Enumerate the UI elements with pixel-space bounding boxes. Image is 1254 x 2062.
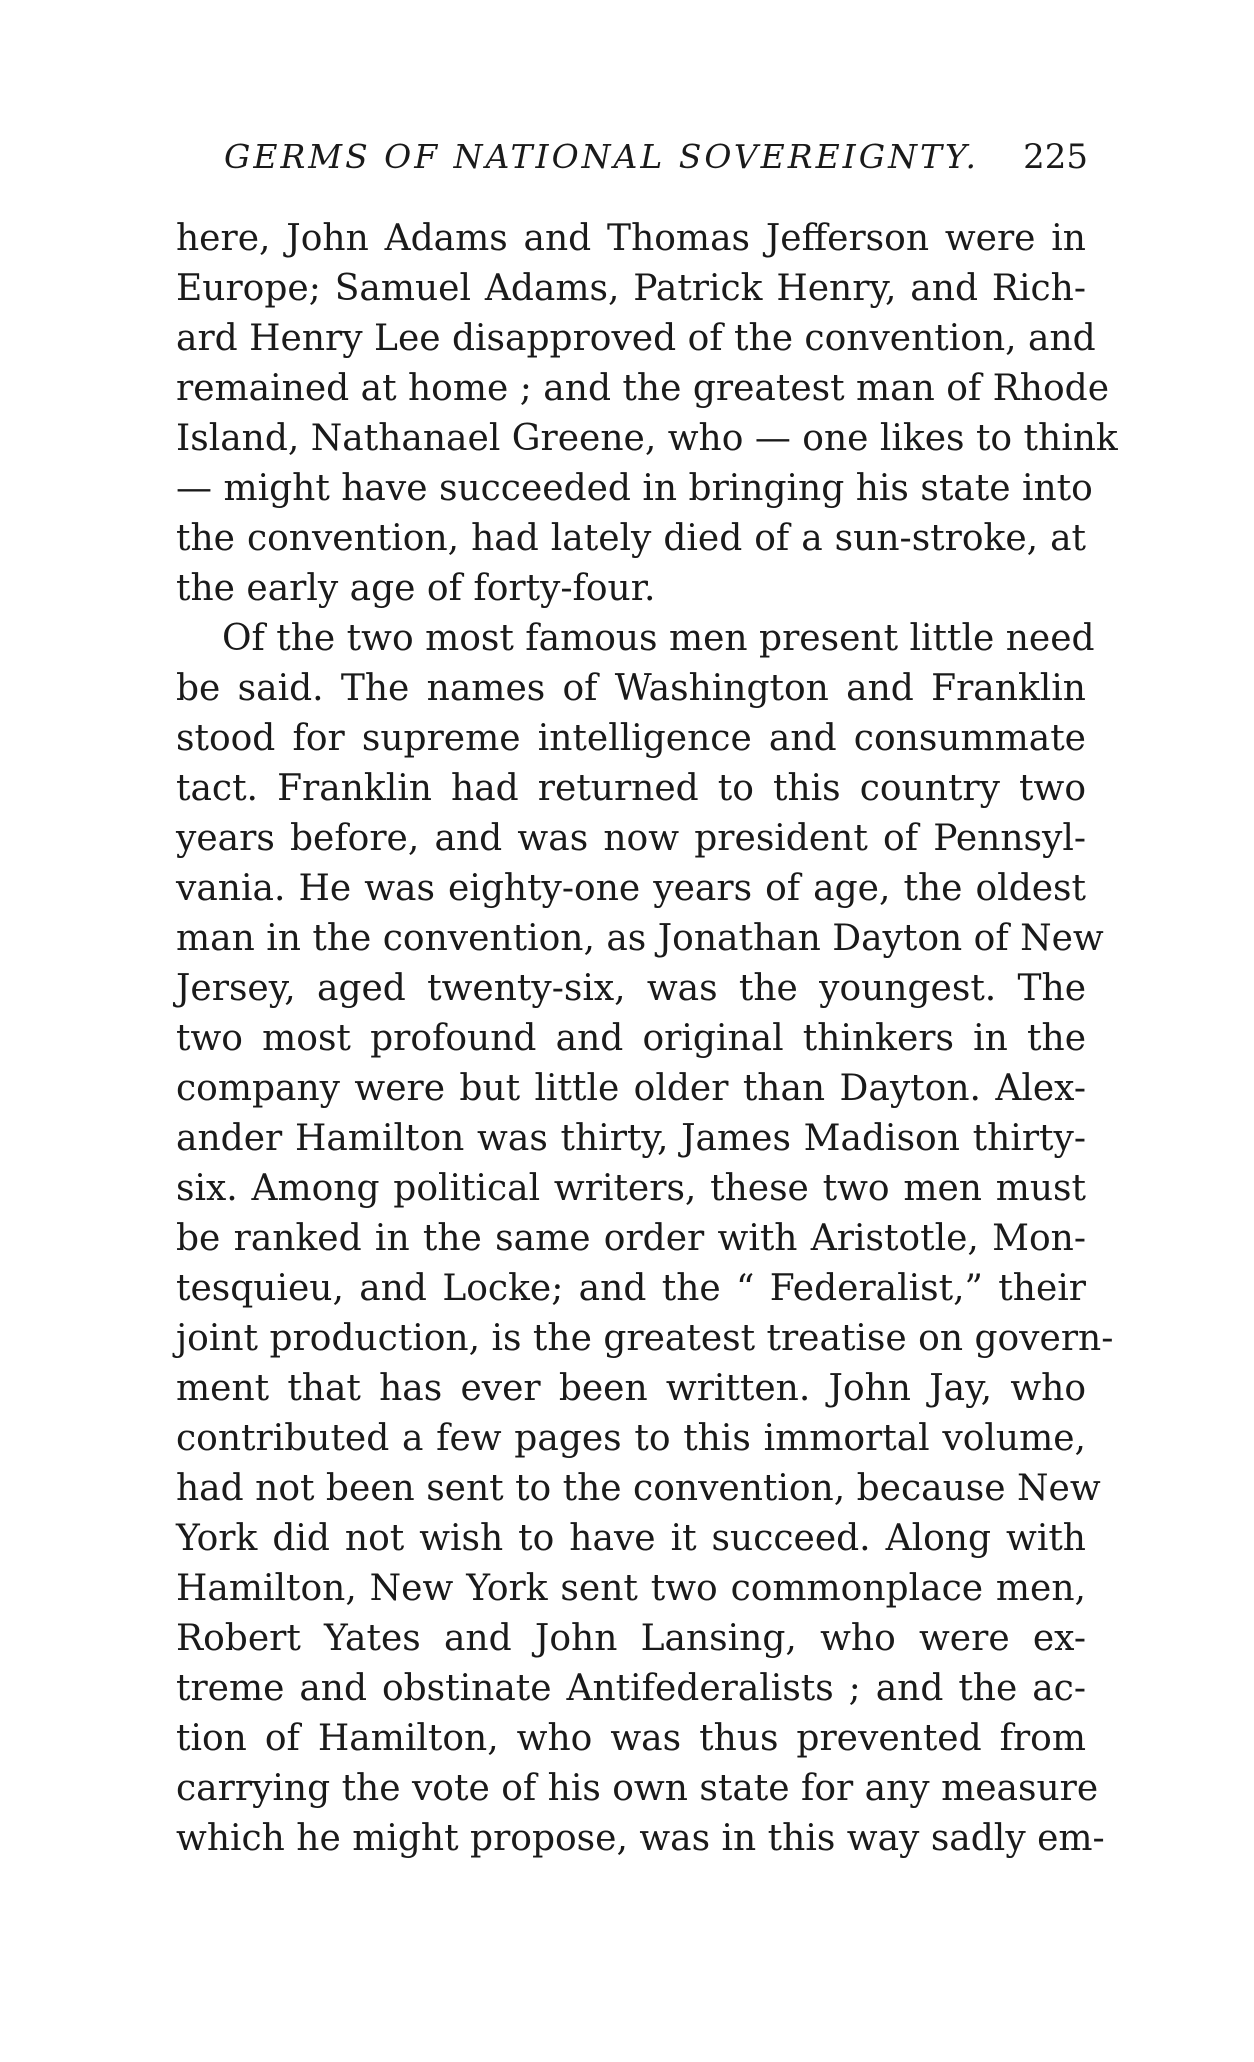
paragraph xyxy=(176,614,1114,1864)
text-line: years before, and was now president of Pennsyl- xyxy=(176,818,1086,859)
running-head xyxy=(224,132,1088,182)
text-line: Robert Yates and John Lansing, who were ex- xyxy=(176,1618,1086,1659)
text-line: vania. He was eighty-one years of age, the oldest xyxy=(176,868,1086,909)
text-line: joint production, is the greatest treatise on govern- xyxy=(176,1318,1114,1359)
text-line: Of the two most famous men present little need xyxy=(222,618,1095,659)
text-line: contributed a few pages to this immortal volume, xyxy=(176,1418,1086,1459)
text-line: stood for supreme intelligence and consummate xyxy=(176,718,1086,759)
text-line: be said. The names of Washington and Franklin xyxy=(176,668,1086,709)
text-line: man in the convention, as Jonathan Dayton of New xyxy=(176,918,1104,959)
text-line: here, John Adams and Thomas Jefferson were in xyxy=(176,218,1086,259)
text-line: ander Hamilton was thirty, James Madison thirty- xyxy=(176,1118,1086,1159)
text-line: remained at home ; and the greatest man of Rhode xyxy=(176,368,1109,409)
text-line: six. Among political writers, these two men must xyxy=(176,1168,1086,1209)
text-line: Island, Nathanael Greene, who — one likes to think xyxy=(176,418,1118,459)
text-line: carrying the vote of his own state for any measure xyxy=(176,1768,1099,1809)
text-line: York did not wish to have it succeed. Along with xyxy=(176,1518,1086,1559)
text-line: ment that has ever been written. John Jay, who xyxy=(176,1368,1086,1409)
text-line: — might have succeeded in bringing his state into xyxy=(176,468,1093,509)
text-line: treme and obstinate Antifederalists ; and the ac- xyxy=(176,1668,1086,1709)
page-number: 225 xyxy=(1023,137,1088,177)
text-line: two most profound and original thinkers in the xyxy=(176,1018,1086,1059)
paragraph xyxy=(176,214,1118,614)
running-title: GERMS OF NATIONAL SOVEREIGNTY. xyxy=(224,137,979,176)
text-line: tact. Franklin had returned to this country two xyxy=(176,768,1086,809)
text-line: Europe; Samuel Adams, Patrick Henry, and Rich- xyxy=(176,268,1086,309)
text-line: the convention, had lately died of a sun-stroke, at xyxy=(176,518,1086,559)
text-line: company were but little older than Dayton. Alex- xyxy=(176,1068,1086,1109)
text-line: Jersey, aged twenty-six, was the youngest. The xyxy=(176,968,1086,1009)
text-line: tion of Hamilton, who was thus prevented from xyxy=(176,1718,1086,1759)
body-text xyxy=(176,214,1118,1864)
text-line: Hamilton, New York sent two commonplace men, xyxy=(176,1568,1086,1609)
text-line: had not been sent to the convention, because New xyxy=(176,1468,1101,1509)
text-line: ard Henry Lee disapproved of the convention, and xyxy=(176,318,1096,359)
text-line: which he might propose, was in this way sadly em- xyxy=(176,1818,1105,1859)
text-line: the early age of forty-four. xyxy=(176,568,656,609)
text-line: tesquieu, and Locke; and the “ Federalist,” their xyxy=(176,1268,1086,1309)
text-line: be ranked in the same order with Aristotle, Mon- xyxy=(176,1218,1086,1259)
